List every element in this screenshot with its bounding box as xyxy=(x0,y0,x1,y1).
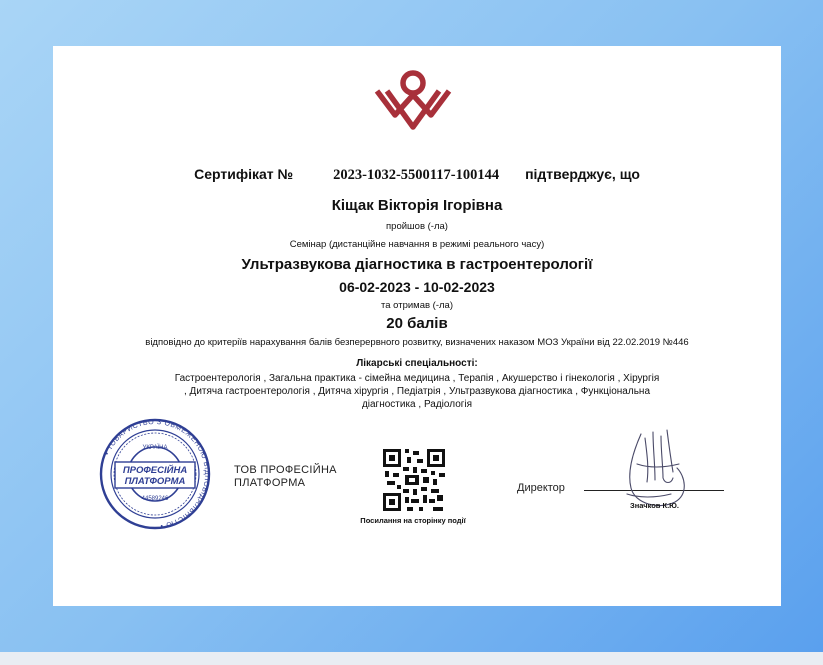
svg-text:ПЛАТФОРМА: ПЛАТФОРМА xyxy=(124,476,186,487)
svg-text:ПРОФЕСІЙНА: ПРОФЕСІЙНА xyxy=(122,465,188,476)
completed-label: пройшов (-ла) xyxy=(386,221,448,232)
recipient-name: Кіщак Вікторія Ігорівна xyxy=(331,197,503,214)
company-name-line1: ТОВ ПРОФЕСІЙНА xyxy=(234,464,337,476)
certificate-paper xyxy=(53,46,781,606)
qr-caption: Посилання на сторінку події xyxy=(360,516,466,525)
company-stamp-icon xyxy=(93,418,217,530)
specialties-title: Лікарські спеціальності: xyxy=(356,358,478,369)
svg-text:УКРАЇНА: УКРАЇНА xyxy=(142,445,168,451)
director-label: Директор xyxy=(517,482,565,494)
svg-text:44589246: 44589246 xyxy=(141,496,169,502)
course-dates: 06-02-2023 - 10-02-2023 xyxy=(339,279,495,295)
svg-text:• ТОВАРИСТВО З ОБМЕЖЕНОЮ ВІДПО: • ТОВАРИСТВО З ОБМЕЖЕНОЮ ВІДПОВІДАЛЬНІСТЮ • xyxy=(103,418,211,529)
points-value: 20 балів xyxy=(386,315,448,332)
organization-logo-icon xyxy=(373,65,453,135)
company-name-line2: ПЛАТФОРМА xyxy=(234,477,306,489)
qr-code-icon[interactable] xyxy=(383,449,445,511)
certificate-confirms: підтверджує, що xyxy=(525,166,640,182)
criteria-text: відповідно до критеріїв нарахування балів безперервного розвитку, визначених наказом МОЗ України від 22.02.2019 №446 xyxy=(145,337,689,348)
specialties-list: Гастроентерологія , Загальна практика - сімейна медицина , Терапія , Акушерство і гінекологія , Хірургія , Дитяча гастроентерологія , Дитяча хірургія , Педіатрія , Ультразвукова діагностика , Функціональна діагностика , Радіологія xyxy=(174,373,660,410)
company-name xyxy=(234,464,337,490)
course-title: Ультразвукова діагностика в гастроентерології xyxy=(241,256,593,273)
certificate-title: Сертифікат № xyxy=(194,166,294,182)
director-name: Значков К.Ю. xyxy=(630,501,679,510)
certificate-number: 2023-1032-5500117-100144 xyxy=(333,167,500,183)
certificate-title-line xyxy=(53,166,781,184)
received-label: та отримав (-ла) xyxy=(380,300,453,311)
event-type: Семінар (дистанційне навчання в режимі реального часу) xyxy=(289,239,545,250)
